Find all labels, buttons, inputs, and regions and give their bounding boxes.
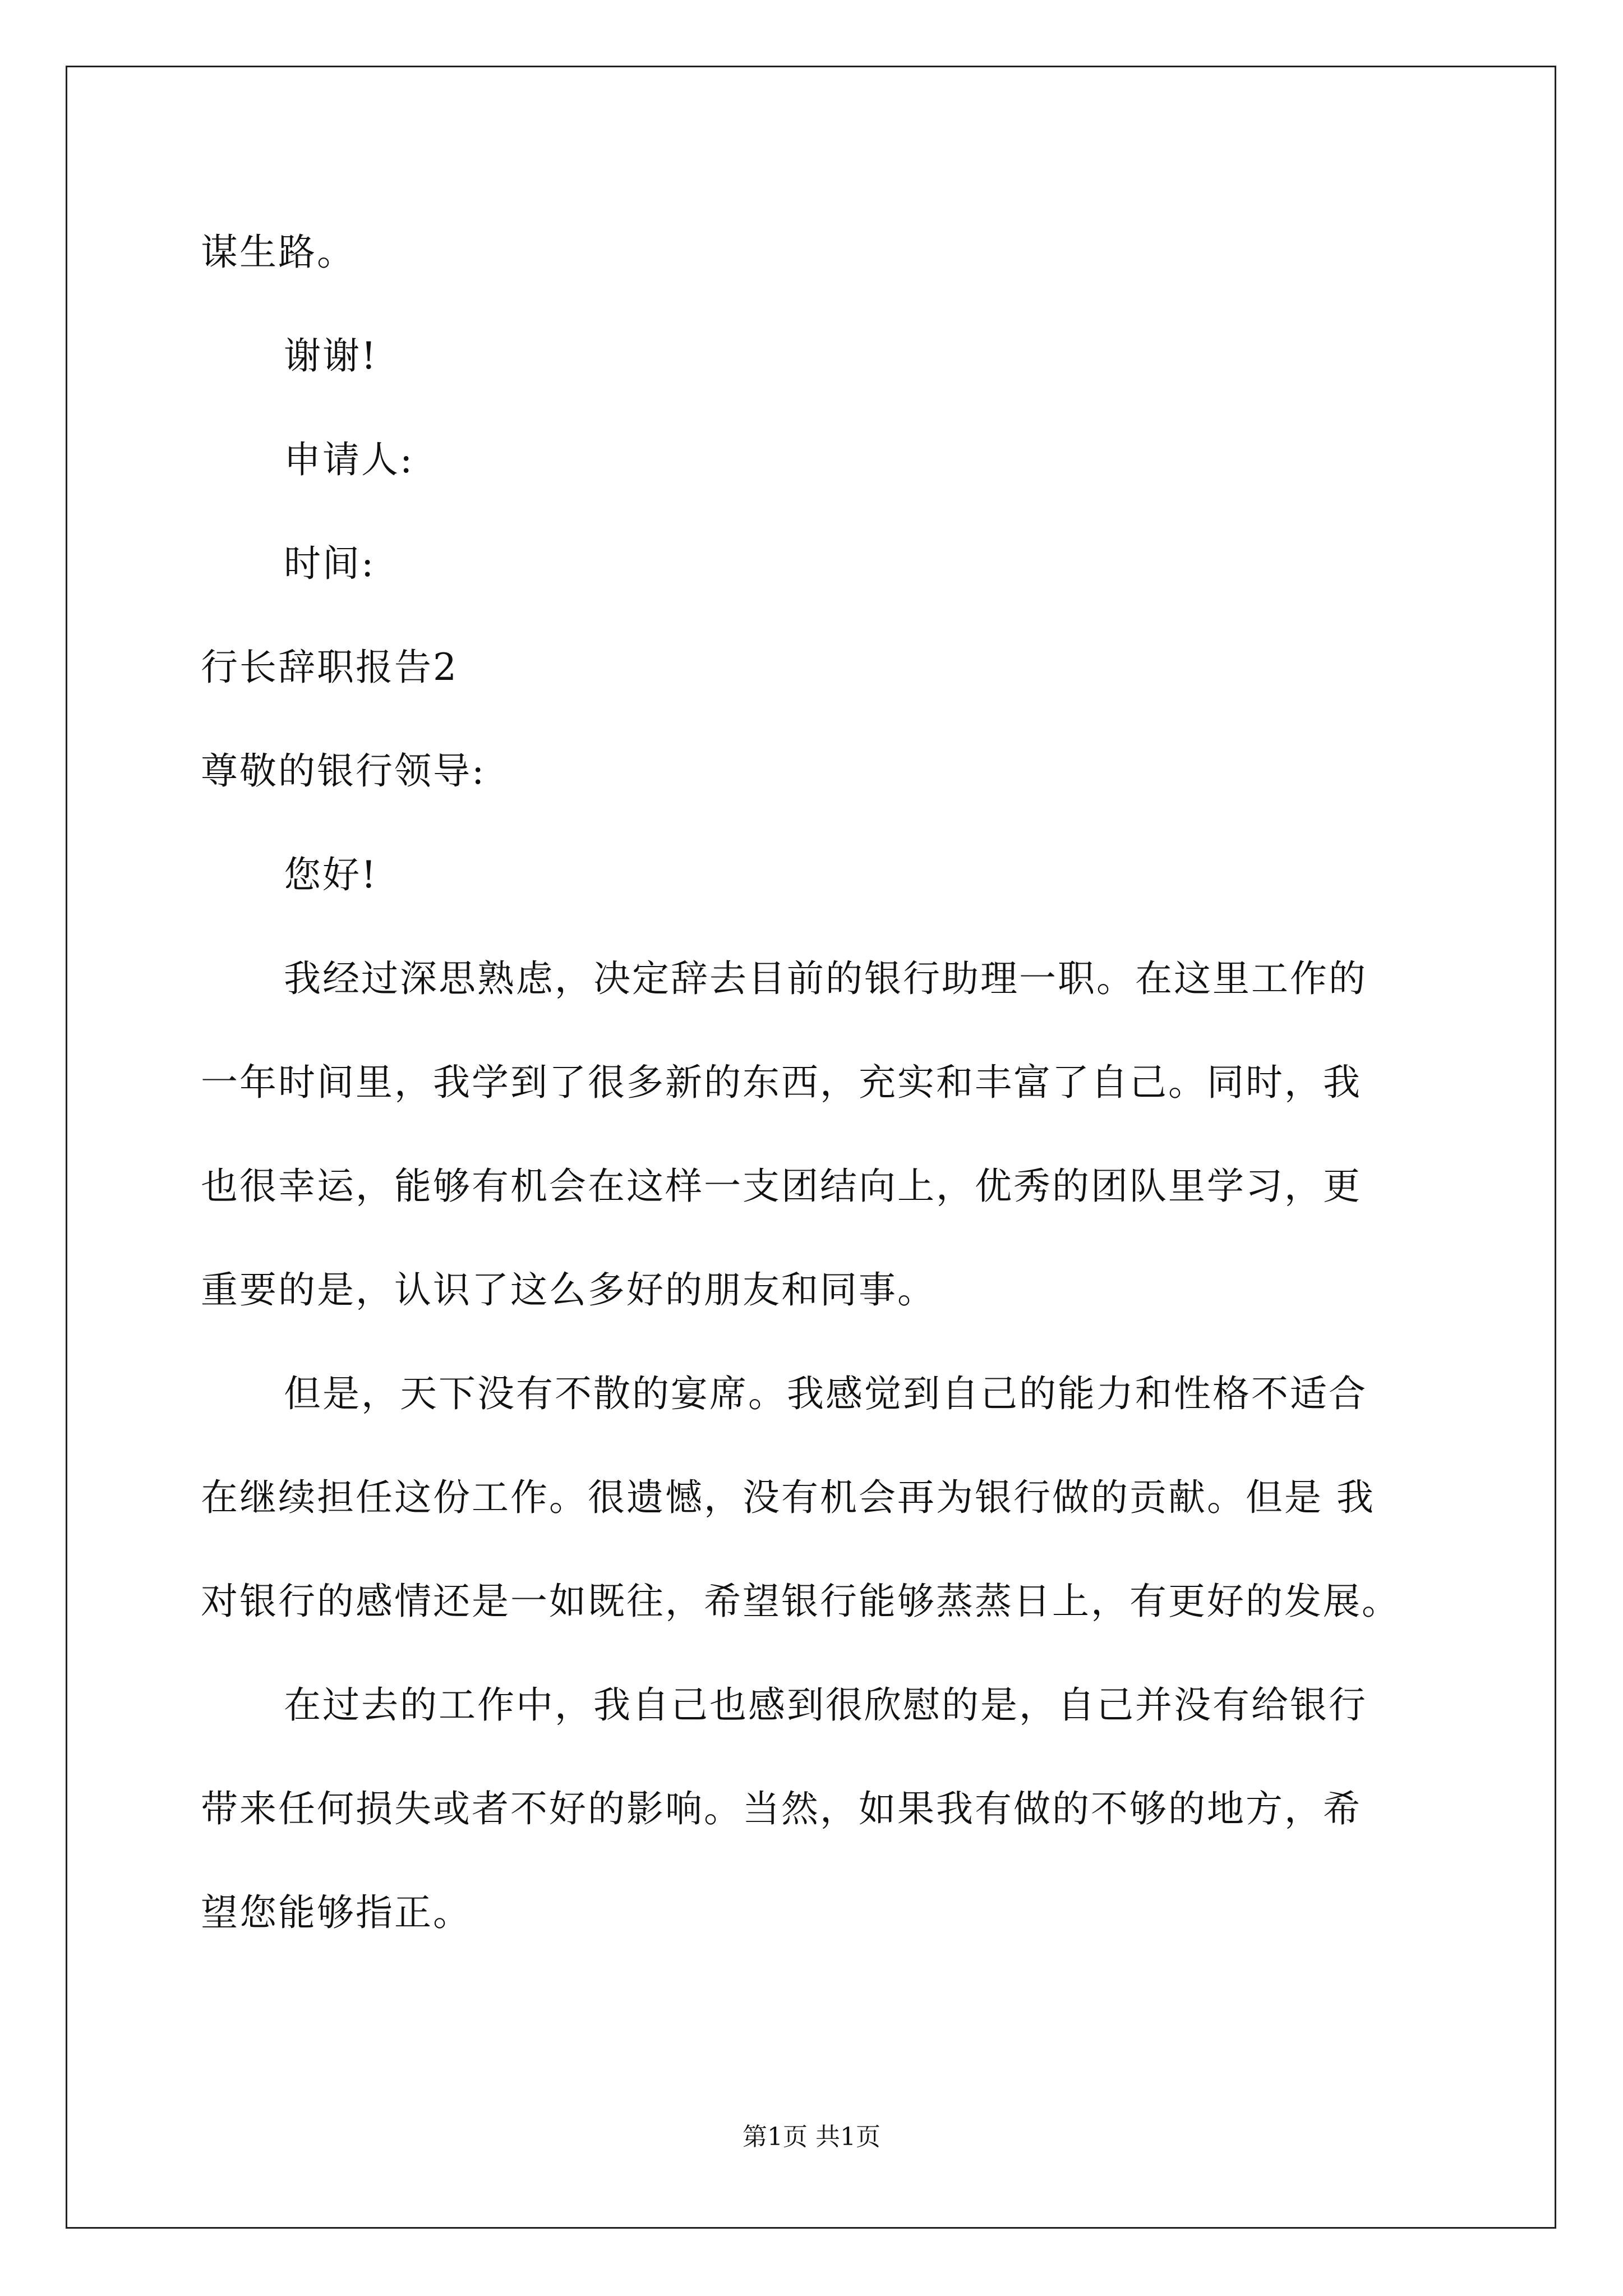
- text-line: 重要的是，认识了这么多好的朋友和同事。: [201, 1268, 936, 1312]
- page-footer: 第1页 共1页: [743, 2123, 880, 2151]
- text-line: 也很幸运，能够有机会在这样一支团结向上，优秀的团队里学习，更: [201, 1165, 1362, 1208]
- text-line: 对银行的感情还是一如既往，希望银行能够蒸蒸日上，有更好的发展。: [201, 1580, 1400, 1623]
- text-line: 但是，天下没有不散的宴席。我感觉到自己的能力和性格不适合: [284, 1372, 1367, 1415]
- text-line: 谋生路。: [201, 231, 356, 274]
- text-line: 我经过深思熟虑，决定辞去目前的银行助理一职。在这里工作的: [284, 957, 1367, 1000]
- text-line: 谢谢!: [284, 334, 378, 378]
- text-line: 时间:: [284, 542, 376, 585]
- text-line: 申请人:: [284, 438, 414, 481]
- document-body: [201, 210, 1429, 1975]
- text-line: 在过去的工作中，我自己也感到很欣慰的是，自己并没有给银行: [284, 1683, 1367, 1727]
- salutation: 尊敬的银行领导:: [201, 749, 486, 793]
- text-line: 望您能够指正。: [201, 1891, 472, 1934]
- text-line: 一年时间里，我学到了很多新的东西，充实和丰富了自己。同时，我: [201, 1061, 1362, 1104]
- section-title: 行长辞职报告2: [201, 646, 458, 689]
- text-line: 带来任何损失或者不好的影响。当然，如果我有做的不够的地方，希: [201, 1787, 1362, 1830]
- text-line: 在继续担任这份工作。很遗憾，没有机会再为银行做的贡献。但是 我: [201, 1476, 1375, 1519]
- greeting: 您好!: [284, 853, 378, 896]
